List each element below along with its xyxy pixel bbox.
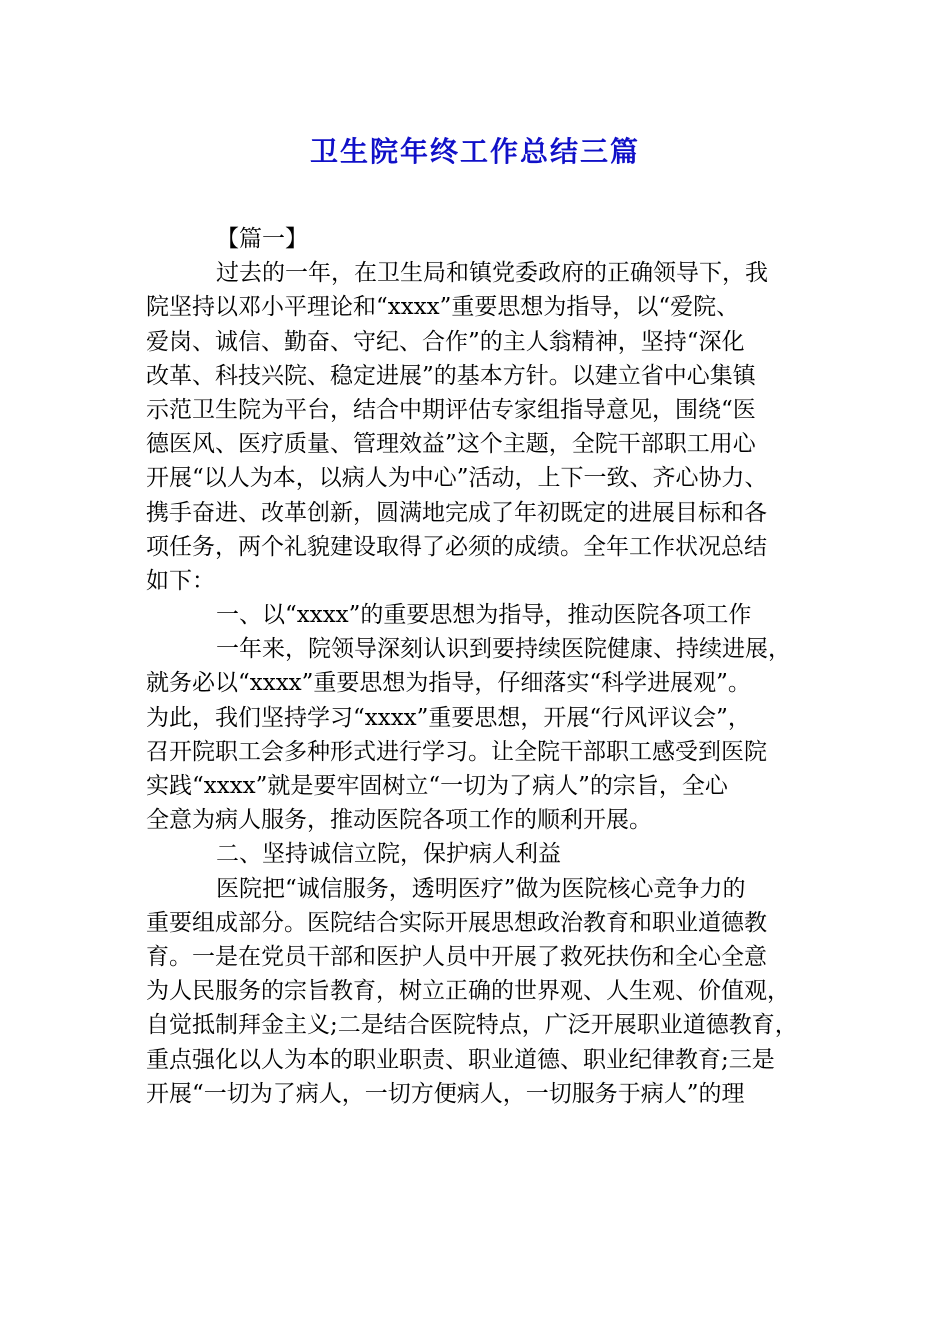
- paragraph-line: 育。一是在党员干部和医护人员中开展了救死扶伤和全心全意: [146, 943, 767, 970]
- paragraph-line: 为此，我们坚持学习“xxxx”重要思想，开展“行风评议会”，: [146, 704, 751, 731]
- paragraph-line: 改革、科技兴院、稳定进展”的基本方针。以建立省中心集镇: [146, 362, 756, 389]
- paragraph-line: 召开院职工会多种形式进行学习。让全院干部职工感受到医院: [146, 738, 767, 765]
- paragraph-line: 示范卫生院为平台，结合中期评估专家组指导意见，围绕“医: [146, 396, 756, 423]
- paragraph-line: 全意为病人服务，推动医院各项工作的顺利开展。: [146, 807, 652, 834]
- section-heading: 二、坚持诚信立院，保护病人利益: [216, 841, 561, 868]
- paragraph-line: 重点强化以人为本的职业职责、职业道德、职业纪律教育;三是: [146, 1046, 775, 1073]
- paragraph-line: 携手奋进、改革创新，圆满地完成了年初既定的进展目标和各: [146, 499, 767, 526]
- document-title: 卫生院年终工作总结三篇: [309, 135, 640, 168]
- paragraph-line: 就务必以“xxxx”重要思想为指导，仔细落实“科学进展观”。: [146, 670, 751, 697]
- paragraph-line: 院坚持以邓小平理论和“xxxx”重要思想为指导，以“爱院、: [146, 294, 740, 321]
- paragraph-line: 开展“以人为本，以病人为中心”活动，上下一致、齐心协力、: [146, 465, 768, 492]
- paragraph-line: 爱岗、诚信、勤奋、守纪、合作”的主人翁精神，坚持“深化: [146, 328, 745, 355]
- paragraph-line: 为人民服务的宗旨教育，树立正确的世界观、人生观、价值观，: [146, 978, 790, 1005]
- paragraph-line: 自觉抵制拜金主义;二是结合医院特点，广泛开展职业道德教育，: [146, 1012, 798, 1039]
- paragraph-line: 一年来，院领导深刻认识到要持续医院健康、持续进展，: [216, 636, 791, 663]
- paragraph-line: 重要组成部分。医院结合实际开展思想政治教育和职业道德教: [146, 909, 767, 936]
- paragraph-line: 开展“一切为了病人，一切方便病人，一切服务于病人”的理: [146, 1080, 745, 1107]
- paragraph-line: 德医风、医疗质量、管理效益”这个主题，全院干部职工用心: [146, 431, 756, 458]
- document-body: [146, 222, 822, 1111]
- paragraph-line: 如下：: [146, 567, 215, 594]
- section-label: 【篇一】: [216, 226, 308, 252]
- paragraph-line: 项任务，两个礼貌建设取得了必须的成绩。全年工作状况总结: [146, 533, 767, 560]
- paragraph-line: 实践“xxxx”就是要牢固树立“一切为了病人”的宗旨，全心: [146, 773, 728, 799]
- section-heading: 一、以“xxxx”的重要思想为指导，推动医院各项工作: [216, 602, 752, 629]
- paragraph-line: 过去的一年，在卫生局和镇党委政府的正确领导下，我: [216, 260, 768, 287]
- paragraph-line: 医院把“诚信服务，透明医疗”做为医院核心竞争力的: [216, 875, 746, 902]
